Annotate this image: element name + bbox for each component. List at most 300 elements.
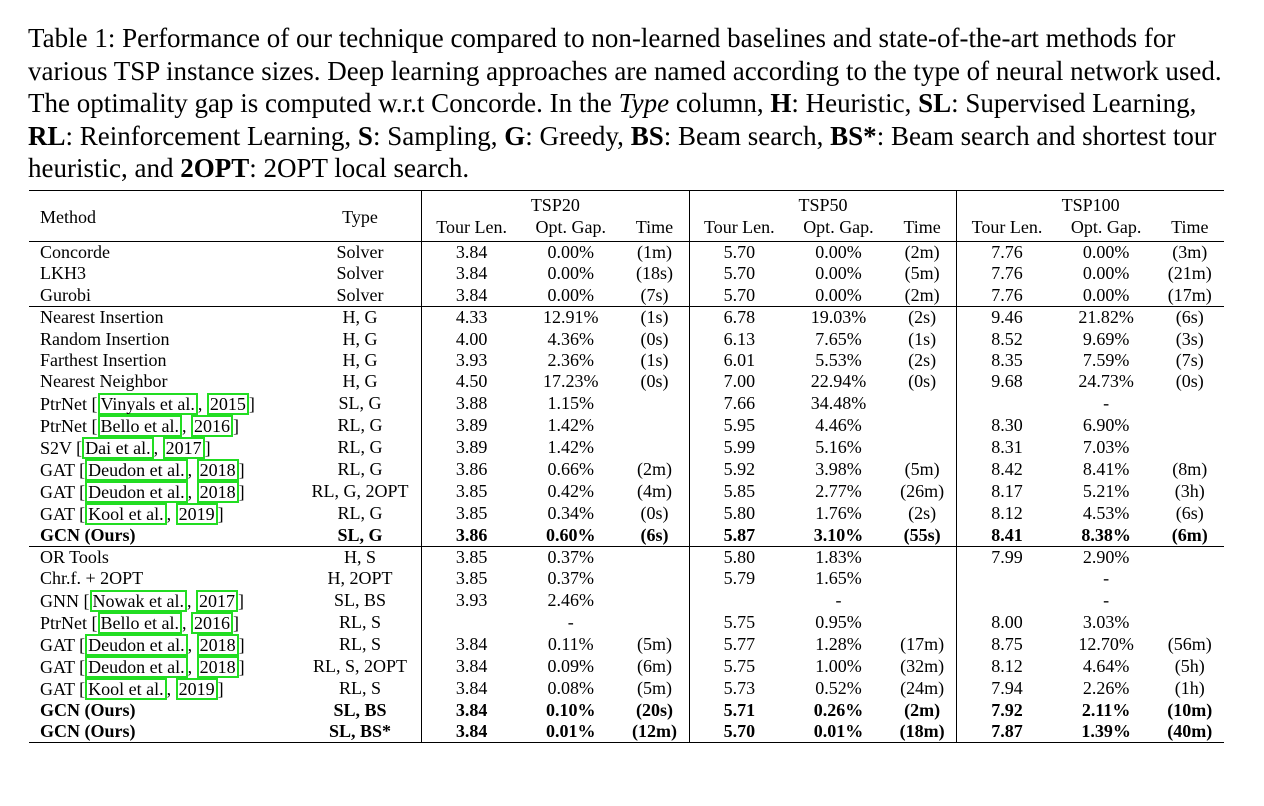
opt-gap-cell: - bbox=[567, 612, 574, 633]
tour-len-cell: 8.42 bbox=[957, 459, 1057, 481]
citation-year-link[interactable]: 2017 bbox=[163, 437, 205, 459]
opt-gap-cell: 2.90% bbox=[1057, 546, 1156, 568]
header-col: Tour Len. bbox=[422, 216, 522, 241]
time-cell: (10m) bbox=[1167, 699, 1213, 720]
opt-gap-cell: 1.00% bbox=[815, 656, 862, 677]
tour-len-cell: 5.73 bbox=[689, 678, 789, 700]
time-cell: (17m) bbox=[900, 634, 945, 655]
table-row bbox=[29, 415, 1224, 437]
method-name: GAT [ bbox=[40, 634, 86, 655]
opt-gap-cell: 21.82% bbox=[1057, 306, 1156, 328]
type-cell: H, G bbox=[299, 306, 422, 328]
table-row bbox=[29, 546, 1224, 568]
time-cell: (7s) bbox=[640, 284, 669, 305]
type-cell: RL, G bbox=[337, 437, 383, 458]
method-cell bbox=[29, 721, 299, 743]
time-cell bbox=[1156, 393, 1224, 415]
time-cell bbox=[620, 612, 689, 634]
citation-authors-link[interactable]: Bello et al. bbox=[98, 612, 182, 634]
tour-len-cell: 3.86 bbox=[422, 459, 522, 481]
type-cell: RL, S bbox=[338, 612, 381, 633]
opt-gap-cell: 2.11% bbox=[1081, 699, 1131, 720]
table-row bbox=[29, 285, 1224, 307]
opt-gap-cell: 0.00% bbox=[815, 263, 862, 284]
method-cell bbox=[29, 371, 299, 392]
time-cell: (18s) bbox=[635, 263, 673, 284]
opt-gap-cell: 1.83% bbox=[789, 546, 888, 568]
tour-len-cell: 7.76 bbox=[957, 285, 1057, 307]
table-row bbox=[29, 634, 1224, 656]
header-type: Type bbox=[299, 191, 422, 242]
type-cell: H, G bbox=[342, 328, 378, 349]
citation-year-link[interactable]: 2017 bbox=[196, 590, 238, 612]
citation-authors-link[interactable]: Deudon et al. bbox=[85, 459, 187, 481]
method-cell bbox=[29, 241, 299, 263]
table-row bbox=[29, 350, 1224, 371]
method-name: GAT [ bbox=[40, 481, 86, 502]
opt-gap-cell: 1.76% bbox=[815, 503, 862, 524]
opt-gap-cell: 0.66% bbox=[547, 459, 595, 480]
method-cell: GAT [ Deudon et al. , 2018 ] bbox=[40, 481, 245, 502]
method-name: GCN (Ours) bbox=[40, 721, 136, 742]
tour-len-cell: 5.75 bbox=[689, 612, 789, 634]
opt-gap-cell: 12.91% bbox=[521, 306, 620, 328]
opt-gap-cell: 4.64% bbox=[1082, 656, 1130, 677]
tour-len-cell: 5.70 bbox=[689, 721, 789, 743]
header-col: Opt. Gap. bbox=[1070, 216, 1142, 237]
method-name: Concorde bbox=[40, 241, 110, 262]
time-cell bbox=[1156, 546, 1224, 568]
citation-year-link[interactable]: 2019 bbox=[176, 503, 218, 525]
method-name: GCN (Ours) bbox=[40, 524, 136, 545]
type-cell: H, S bbox=[299, 546, 422, 568]
tour-len-cell: 5.79 bbox=[689, 568, 789, 589]
tour-len-cell: 5.71 bbox=[689, 700, 789, 721]
method-cell: PtrNet [ Vinyals et al. , 2015 ] bbox=[40, 393, 255, 414]
header-group-tsp20: TSP20 bbox=[422, 191, 690, 217]
citation-authors-link[interactable]: Bello et al. bbox=[98, 415, 182, 437]
table-row bbox=[29, 700, 1224, 721]
opt-gap-cell: 4.46% bbox=[815, 415, 862, 436]
header-col: Opt. Gap. bbox=[803, 216, 874, 237]
header-col: Time bbox=[903, 216, 941, 237]
opt-gap-cell: 8.38% bbox=[1081, 524, 1131, 545]
method-cell: GAT [ Deudon et al. , 2018 ] bbox=[40, 656, 245, 677]
tour-len-cell: 3.84 bbox=[422, 634, 522, 656]
tour-len-cell: 6.01 bbox=[689, 350, 789, 371]
time-cell: (2m) bbox=[636, 459, 672, 480]
opt-gap-cell: 0.52% bbox=[815, 678, 862, 699]
time-cell: (6s) bbox=[640, 524, 669, 545]
opt-gap-cell: 7.03% bbox=[1082, 437, 1130, 458]
tour-len-cell: 3.84 bbox=[422, 241, 522, 263]
citation-close-bracket: ] bbox=[238, 459, 245, 480]
opt-gap-cell: - bbox=[1103, 568, 1110, 589]
type-cell: RL, S bbox=[338, 634, 381, 655]
table-row bbox=[29, 481, 1224, 503]
time-cell bbox=[888, 437, 957, 459]
opt-gap-cell: 0.42% bbox=[547, 481, 595, 502]
time-cell: (17m) bbox=[1167, 284, 1212, 305]
tour-len-cell: 7.92 bbox=[957, 700, 1057, 721]
opt-gap-cell: 0.26% bbox=[813, 699, 864, 720]
citation-year-link[interactable]: 2018 bbox=[197, 634, 239, 656]
time-cell bbox=[1156, 590, 1224, 612]
method-name: LKH3 bbox=[40, 263, 86, 284]
time-cell: (3m) bbox=[1156, 241, 1224, 263]
type-cell: SL, G bbox=[337, 524, 383, 545]
type-cell: RL, G bbox=[337, 459, 383, 480]
method-name: S2V [ bbox=[40, 437, 83, 458]
method-name: GCN (Ours) bbox=[40, 699, 136, 720]
type-cell: H, G bbox=[342, 349, 378, 370]
header-col: Opt. Gap. bbox=[535, 216, 607, 237]
opt-gap-cell: 9.69% bbox=[1082, 328, 1130, 349]
citation-year-link[interactable]: 2019 bbox=[176, 678, 218, 700]
time-cell: (6m) bbox=[1171, 524, 1208, 545]
time-cell: (0s) bbox=[640, 503, 669, 524]
opt-gap-cell: 5.16% bbox=[815, 437, 862, 458]
tour-len-cell: 3.93 bbox=[422, 350, 522, 371]
tour-len-cell: 8.30 bbox=[957, 415, 1057, 437]
tour-len-cell: 5.77 bbox=[689, 634, 789, 656]
citation-close-bracket: ] bbox=[204, 437, 211, 458]
time-cell: (12m) bbox=[620, 721, 689, 743]
time-cell: (0s) bbox=[640, 371, 669, 392]
time-cell: (0s) bbox=[640, 328, 669, 349]
tour-len-cell: 5.70 bbox=[689, 285, 789, 307]
opt-gap-cell: - bbox=[1103, 590, 1110, 611]
time-cell: (20s) bbox=[635, 699, 673, 720]
header-group-tsp100: TSP100 bbox=[957, 191, 1224, 217]
time-cell bbox=[888, 612, 957, 634]
tour-len-cell: 3.89 bbox=[422, 437, 522, 459]
citation-close-bracket: ] bbox=[238, 481, 245, 502]
tour-len-cell: 9.46 bbox=[957, 306, 1057, 328]
tour-len-cell bbox=[957, 590, 1057, 612]
tour-len-cell: 8.52 bbox=[957, 328, 1057, 349]
opt-gap-cell: 34.48% bbox=[810, 393, 867, 414]
header-col: Tour Len. bbox=[957, 216, 1057, 241]
tour-len-cell: 8.31 bbox=[957, 437, 1057, 459]
time-cell: (55s) bbox=[903, 524, 941, 545]
opt-gap-cell: 2.26% bbox=[1082, 678, 1130, 699]
method-cell: GAT [ Kool et al. , 2019 ] bbox=[40, 503, 224, 524]
tour-len-cell: 5.80 bbox=[689, 546, 789, 568]
opt-gap-cell: 0.00% bbox=[547, 263, 595, 284]
opt-gap-cell: 3.98% bbox=[815, 459, 862, 480]
method-name: Gurobi bbox=[40, 284, 91, 305]
citation-authors-link[interactable]: Dai et al. bbox=[82, 437, 153, 459]
time-cell: (3s) bbox=[1175, 328, 1204, 349]
header-col: Time bbox=[635, 216, 674, 237]
time-cell bbox=[620, 546, 689, 568]
tour-len-cell: 5.99 bbox=[689, 437, 789, 459]
opt-gap-cell: 0.60% bbox=[546, 524, 596, 545]
tour-len-cell: 3.84 bbox=[422, 721, 522, 743]
time-cell: (40m) bbox=[1156, 721, 1224, 743]
time-cell: (5h) bbox=[1174, 656, 1205, 677]
time-cell bbox=[620, 393, 689, 415]
tour-len-cell: 5.80 bbox=[689, 503, 789, 525]
opt-gap-cell: 0.00% bbox=[547, 284, 595, 305]
time-cell bbox=[888, 568, 957, 589]
opt-gap-cell: 1.42% bbox=[547, 415, 595, 436]
opt-gap-cell: 24.73% bbox=[1078, 371, 1134, 392]
citation-year-link[interactable]: 2015 bbox=[207, 393, 249, 415]
time-cell: (32m) bbox=[900, 656, 945, 677]
opt-gap-cell: 5.21% bbox=[1082, 481, 1130, 502]
opt-gap-cell: 0.00% bbox=[815, 284, 862, 305]
time-cell: (6s) bbox=[1175, 503, 1204, 524]
time-cell: (5m) bbox=[904, 459, 940, 480]
type-cell: H, 2OPT bbox=[327, 568, 393, 589]
time-cell: (24m) bbox=[900, 678, 945, 699]
time-cell bbox=[888, 393, 957, 415]
citation-close-bracket: ] bbox=[217, 503, 224, 524]
method-name: Farthest Insertion bbox=[40, 349, 167, 370]
time-cell bbox=[620, 415, 689, 437]
time-cell: (1s) bbox=[908, 328, 937, 349]
method-name: GAT [ bbox=[40, 656, 86, 677]
type-cell: RL, G bbox=[337, 415, 383, 436]
opt-gap-cell: 0.95% bbox=[815, 612, 862, 633]
time-cell bbox=[620, 590, 689, 612]
tour-len-cell: 7.94 bbox=[957, 678, 1057, 700]
tour-len-cell: 3.86 bbox=[422, 525, 522, 547]
citation-close-bracket: ] bbox=[238, 634, 245, 655]
method-cell bbox=[29, 546, 299, 568]
method-name: Chr.f. + 2OPT bbox=[40, 568, 144, 589]
citation-year-link[interactable]: 2016 bbox=[191, 612, 233, 634]
tour-len-cell: 5.95 bbox=[689, 415, 789, 437]
opt-gap-cell: 1.65% bbox=[815, 568, 862, 589]
type-cell: SL, BS* bbox=[299, 721, 422, 743]
time-cell: (2s) bbox=[908, 503, 937, 524]
time-cell: (1h) bbox=[1174, 678, 1205, 699]
type-cell: H, G bbox=[342, 371, 378, 392]
opt-gap-cell: 0.00% bbox=[521, 241, 620, 263]
citation-close-bracket: ] bbox=[217, 678, 224, 699]
opt-gap-cell: 3.10% bbox=[813, 524, 864, 545]
table-row bbox=[29, 721, 1224, 743]
table-row bbox=[29, 612, 1224, 634]
opt-gap-cell: 5.53% bbox=[815, 349, 862, 370]
time-cell: (5m) bbox=[636, 634, 672, 655]
time-cell: (26m) bbox=[900, 481, 945, 502]
citation-close-bracket: ] bbox=[232, 415, 239, 436]
tour-len-cell: 3.84 bbox=[422, 285, 522, 307]
table-row bbox=[29, 241, 1224, 263]
citation-year-link[interactable]: 2018 bbox=[197, 459, 239, 481]
tour-len-cell: 5.85 bbox=[689, 481, 789, 503]
tour-len-cell: 5.75 bbox=[689, 656, 789, 678]
method-name: PtrNet [ bbox=[40, 393, 98, 414]
tour-len-cell: 9.68 bbox=[957, 371, 1057, 392]
tour-len-cell: 8.17 bbox=[957, 481, 1057, 503]
tour-len-cell: 3.88 bbox=[422, 393, 522, 415]
citation-authors-link[interactable]: Deudon et al. bbox=[85, 634, 187, 656]
citation-authors-link[interactable]: Vinyals et al. bbox=[98, 393, 198, 415]
tour-len-cell: 3.84 bbox=[422, 700, 522, 721]
time-cell: (0s) bbox=[908, 371, 937, 392]
opt-gap-cell: 3.03% bbox=[1082, 612, 1130, 633]
opt-gap-cell: - bbox=[835, 590, 842, 611]
method-cell bbox=[29, 285, 299, 307]
type-cell: Solver bbox=[336, 263, 384, 284]
opt-gap-cell: 0.37% bbox=[547, 568, 595, 589]
table-row bbox=[29, 306, 1224, 328]
tour-len-cell: 5.87 bbox=[689, 525, 789, 547]
tour-len-cell: 7.76 bbox=[957, 263, 1057, 284]
time-cell bbox=[888, 415, 957, 437]
method-name: GAT [ bbox=[40, 678, 86, 699]
opt-gap-cell: 1.28% bbox=[815, 634, 862, 655]
citation-authors-link[interactable]: Nowak et al. bbox=[90, 590, 187, 612]
opt-gap-cell: 4.53% bbox=[1082, 503, 1130, 524]
type-cell: SL, BS bbox=[333, 590, 387, 611]
method-name: PtrNet [ bbox=[40, 612, 98, 633]
time-cell: (2s) bbox=[888, 306, 957, 328]
tour-len-cell: 8.75 bbox=[957, 634, 1057, 656]
tour-len-cell: 3.85 bbox=[422, 568, 522, 589]
tour-len-cell: 3.85 bbox=[422, 546, 522, 568]
opt-gap-cell: 7.65% bbox=[815, 328, 862, 349]
tour-len-cell: 7.87 bbox=[957, 721, 1057, 743]
time-cell: (4m) bbox=[636, 481, 672, 502]
method-cell bbox=[29, 568, 299, 589]
citation-close-bracket: ] bbox=[237, 590, 244, 611]
citation-year-link[interactable]: 2018 bbox=[197, 481, 239, 503]
table-row bbox=[29, 656, 1224, 678]
time-cell bbox=[1156, 415, 1224, 437]
time-cell: (1m) bbox=[620, 241, 689, 263]
opt-gap-cell: 0.00% bbox=[789, 241, 888, 263]
method-name: Nearest Neighbor bbox=[40, 371, 168, 392]
table-row bbox=[29, 678, 1224, 700]
table-row bbox=[29, 568, 1224, 589]
citation-authors-link[interactable]: Kool et al. bbox=[85, 678, 166, 700]
opt-gap-cell: 22.94% bbox=[810, 371, 867, 392]
table-row bbox=[29, 590, 1224, 612]
citation-year-link[interactable]: 2018 bbox=[197, 656, 239, 678]
citation-close-bracket: ] bbox=[248, 393, 255, 414]
tour-len-cell: 7.00 bbox=[689, 371, 789, 392]
opt-gap-cell: 0.34% bbox=[547, 503, 595, 524]
type-cell: RL, G, 2OPT bbox=[311, 481, 409, 502]
time-cell: (21m) bbox=[1167, 263, 1212, 284]
opt-gap-cell: 0.11% bbox=[547, 634, 594, 655]
tour-len-cell bbox=[957, 393, 1057, 415]
citation-authors-link[interactable]: Deudon et al. bbox=[85, 656, 187, 678]
method-name: PtrNet [ bbox=[40, 415, 98, 436]
table-row bbox=[29, 459, 1224, 481]
method-cell: GNN [ Nowak et al. , 2017 ] bbox=[40, 590, 244, 611]
citation-close-bracket: ] bbox=[238, 656, 245, 677]
time-cell: (2m) bbox=[904, 699, 941, 720]
method-name: GAT [ bbox=[40, 459, 86, 480]
opt-gap-cell: 8.41% bbox=[1082, 459, 1130, 480]
method-cell bbox=[29, 263, 299, 284]
opt-gap-cell: 0.00% bbox=[1057, 241, 1156, 263]
opt-gap-cell: 0.01% bbox=[789, 721, 888, 743]
tour-len-cell: 8.12 bbox=[957, 503, 1057, 525]
time-cell: (2m) bbox=[888, 241, 957, 263]
time-cell: (7s) bbox=[1175, 349, 1204, 370]
tour-len-cell bbox=[689, 590, 789, 612]
type-cell: SL, G bbox=[338, 393, 382, 414]
type-cell: Solver bbox=[299, 241, 422, 263]
time-cell: (6m) bbox=[636, 656, 672, 677]
type-cell: RL, S, 2OPT bbox=[312, 656, 408, 677]
table-row bbox=[29, 503, 1224, 525]
method-cell: GAT [ Deudon et al. , 2018 ] bbox=[40, 634, 245, 655]
method-cell bbox=[29, 700, 299, 721]
citation-close-bracket: ] bbox=[232, 612, 239, 633]
tour-len-cell: 3.84 bbox=[422, 678, 522, 700]
time-cell: (3h) bbox=[1174, 481, 1205, 502]
table-row bbox=[29, 263, 1224, 284]
opt-gap-cell: 0.09% bbox=[547, 656, 595, 677]
method-name: GAT [ bbox=[40, 503, 86, 524]
time-cell: (1s) bbox=[620, 306, 689, 328]
opt-gap-cell: 6.90% bbox=[1082, 415, 1130, 436]
type-cell: SL, BS bbox=[333, 699, 387, 720]
time-cell: (56m) bbox=[1167, 634, 1212, 655]
time-cell bbox=[620, 568, 689, 589]
header-method: Method bbox=[29, 191, 299, 242]
tour-len-cell: 8.00 bbox=[957, 612, 1057, 634]
method-name: Nearest Insertion bbox=[40, 307, 164, 328]
time-cell: (1s) bbox=[640, 349, 669, 370]
tour-len-cell bbox=[422, 612, 522, 634]
tour-len-cell: 4.33 bbox=[422, 306, 522, 328]
citation-authors-link[interactable]: Deudon et al. bbox=[85, 481, 187, 503]
tour-len-cell: 5.70 bbox=[689, 241, 789, 263]
tour-len-cell: 3.84 bbox=[422, 263, 522, 284]
opt-gap-cell: 2.77% bbox=[815, 481, 862, 502]
opt-gap-cell: - bbox=[1103, 393, 1110, 414]
tour-len-cell: 6.13 bbox=[689, 328, 789, 349]
time-cell bbox=[1156, 437, 1224, 459]
method-cell: PtrNet [ Bello et al. , 2016 ] bbox=[40, 612, 239, 633]
opt-gap-cell: 0.37% bbox=[521, 546, 620, 568]
method-name: Random Insertion bbox=[40, 328, 170, 349]
method-cell: GAT [ Deudon et al. , 2018 ] bbox=[40, 459, 245, 480]
opt-gap-cell: 0.00% bbox=[1082, 284, 1130, 305]
type-cell: Solver bbox=[336, 284, 384, 305]
type-cell: RL, G bbox=[337, 503, 383, 524]
opt-gap-cell: 0.10% bbox=[546, 699, 596, 720]
tour-len-cell: 3.93 bbox=[422, 590, 522, 612]
citation-authors-link[interactable]: Kool et al. bbox=[85, 503, 166, 525]
table-row bbox=[29, 525, 1224, 547]
opt-gap-cell: 17.23% bbox=[543, 371, 599, 392]
tour-len-cell: 7.66 bbox=[689, 393, 789, 415]
time-cell: (8m) bbox=[1172, 459, 1208, 480]
opt-gap-cell: 1.39% bbox=[1057, 721, 1156, 743]
citation-year-link[interactable]: 2016 bbox=[191, 415, 233, 437]
table-row bbox=[29, 371, 1224, 392]
opt-gap-cell: 0.00% bbox=[1082, 263, 1130, 284]
time-cell: (18m) bbox=[888, 721, 957, 743]
header-col: Time bbox=[1171, 216, 1209, 237]
tour-len-cell: 3.89 bbox=[422, 415, 522, 437]
method-cell: GAT [ Kool et al. , 2019 ] bbox=[40, 678, 224, 699]
table-body bbox=[29, 241, 1224, 743]
time-cell bbox=[888, 546, 957, 568]
opt-gap-cell: 4.36% bbox=[547, 328, 595, 349]
